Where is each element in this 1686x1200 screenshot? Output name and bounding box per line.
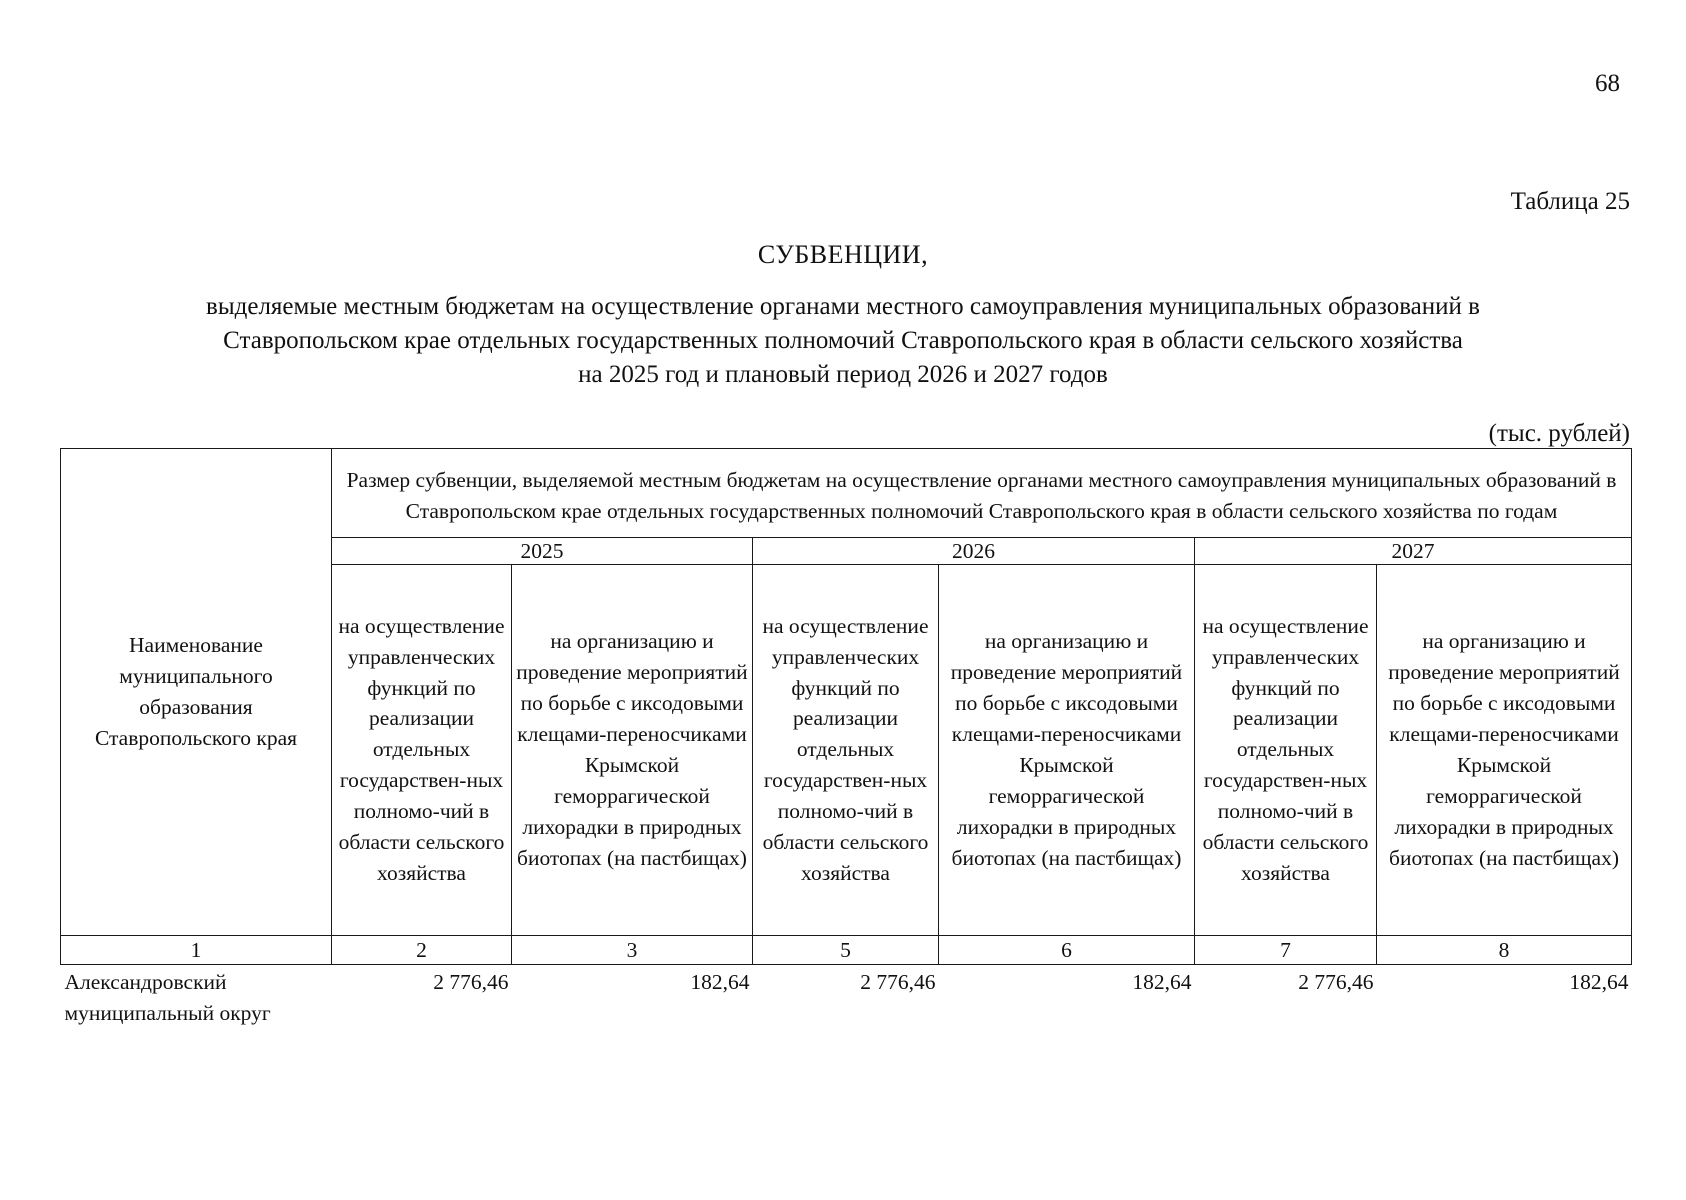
page-number: 68: [1595, 70, 1620, 97]
municipality-name: Александровский муниципальный округ: [64, 969, 271, 1025]
year-header-2027: 2027: [1195, 537, 1632, 564]
amount-cell: 2 776,46: [1298, 969, 1374, 994]
subsidies-table: [60, 448, 1632, 1029]
amount-cell: 182,64: [690, 969, 750, 994]
amount-cell: 182,64: [1569, 969, 1629, 994]
amount-cell: 2 776,46: [860, 969, 936, 994]
column-number: 5: [753, 935, 939, 964]
column-number-row: [61, 935, 1632, 964]
table-label: Таблица 25: [1510, 188, 1630, 215]
tick-control-header: на организацию и проведение мероприятий по борьбе с иксодовыми клещами-переносчиками Крымской геморрагической лихорадки в природных биотопах (на пастбищах): [1377, 564, 1632, 935]
column-number: 3: [512, 935, 753, 964]
tick-control-header: на организацию и проведение мероприятий по борьбе с иксодовыми клещами-переносчиками Крымской геморрагической лихорадки в природных биотопах (на пастбищах): [939, 564, 1195, 935]
amount-cell: 182,64: [1132, 969, 1192, 994]
amount-cell: 2 776,46: [433, 969, 509, 994]
year-header-2025: 2025: [332, 537, 753, 564]
document-title: СУБВЕНЦИИ,: [757, 240, 929, 269]
subtitle-line: Ставропольском крае отдельных государственных полномочий Ставропольского края в области сельского хозяйства: [223, 327, 1463, 354]
municipality-column-header: Наименование муниципального образования Ставропольского края: [61, 449, 332, 936]
units-label: (тыс. рублей): [1488, 420, 1630, 447]
column-number: 7: [1195, 935, 1377, 964]
column-number: 2: [332, 935, 512, 964]
subtitle-line: на 2025 год и плановый период 2026 и 2027 годов: [578, 361, 1108, 388]
management-functions-header: на осуществление управленческих функций по реализации отдельных государствен-ных полномо-чий в области сельского хозяйства: [1195, 564, 1377, 935]
year-header-2026: 2026: [753, 537, 1195, 564]
document-subtitle: [100, 290, 1586, 392]
management-functions-header: на осуществление управленческих функций по реализации отдельных государствен-ных полномо-чий в области сельского хозяйства: [332, 564, 512, 935]
table-row: [61, 964, 1632, 1028]
column-number: 6: [939, 935, 1195, 964]
subsidy-amount-header: Размер субвенции, выделяемой местным бюджетам на осуществление органами местного самоуправления муниципальных образований в Ставропольском крае отдельных государственных полномочий Ставропольского края в области сельского хозяйства по годам: [332, 449, 1632, 538]
subtitle-line: выделяемые местным бюджетам на осуществление органами местного самоуправления муниципальных образований в: [206, 293, 1480, 320]
tick-control-header: на организацию и проведение мероприятий по борьбе с иксодовыми клещами-переносчиками Крымской геморрагической лихорадки в природных биотопах (на пастбищах): [512, 564, 753, 935]
column-number: 8: [1377, 935, 1632, 964]
column-number: 1: [61, 935, 332, 964]
management-functions-header: на осуществление управленческих функций по реализации отдельных государствен-ных полномо-чий в области сельского хозяйства: [753, 564, 939, 935]
